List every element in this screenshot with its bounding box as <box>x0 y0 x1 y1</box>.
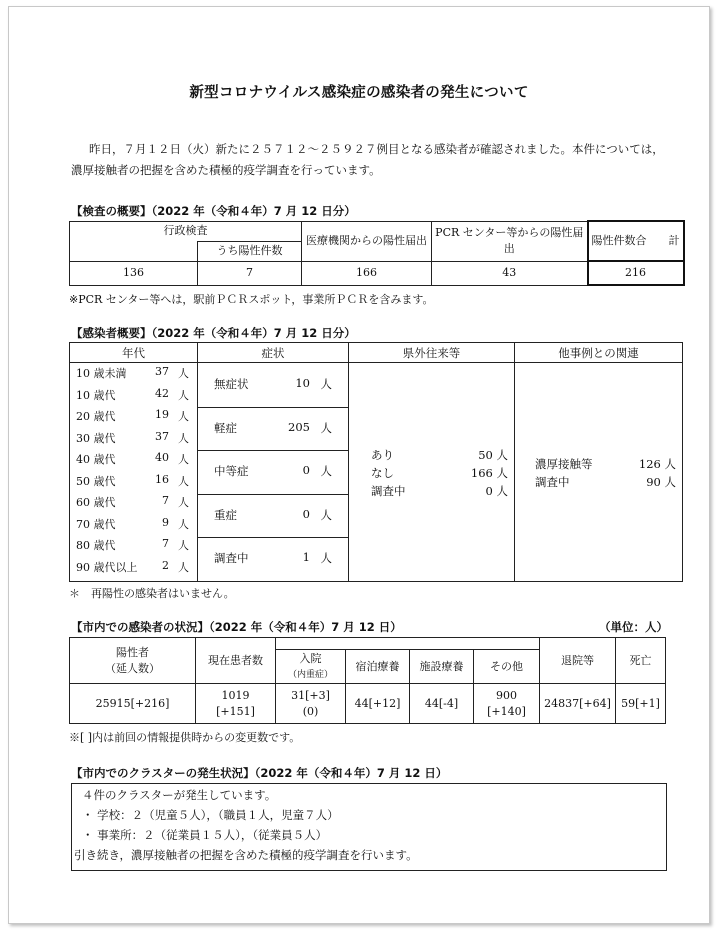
testing-note: ※PCR センター等へは，駅前ＰＣＲスポット，事業所ＰＣＲを含みます。 <box>69 293 434 306</box>
city-value-death: 59[+1] <box>616 684 666 724</box>
relation-label: 濃厚接触等 <box>535 457 593 471</box>
age-label: 50 歳代 <box>76 474 116 488</box>
cluster-box <box>71 783 667 871</box>
symptom-row <box>198 376 348 394</box>
testing-value-medical: 166 <box>302 261 432 285</box>
relation-row <box>515 474 682 492</box>
age-count: 7 <box>162 537 169 550</box>
age-unit: 人 <box>178 517 189 531</box>
symptom-row <box>198 420 348 438</box>
cluster-line: ４件のクラスターが発生しています。 <box>82 788 277 802</box>
relation-count: 90 人 <box>646 475 676 489</box>
age-row <box>70 537 197 555</box>
symptom-label: 中等症 <box>214 464 249 479</box>
age-row <box>70 473 197 491</box>
city-value-hospital: 31[+3] (0) <box>276 684 346 724</box>
age-row <box>70 451 197 469</box>
symptom-count: 1 <box>302 550 310 565</box>
testing-header-pcr: PCR センター等からの陽性届出 <box>432 221 588 261</box>
city-header-hotel: 宿泊療養 <box>346 650 410 684</box>
age-count: 7 <box>162 494 169 507</box>
symptom-row <box>198 463 348 481</box>
symptom-unit: 人 <box>320 420 332 435</box>
cluster-heading: 【市内でのクラスターの発生状況】（2022 年（令和４年）7 月 12 日） <box>71 766 448 780</box>
travel-row <box>349 447 514 465</box>
travel-label: 調査中 <box>371 484 406 498</box>
city-header-facility: 施設療養 <box>410 650 474 684</box>
travel-row <box>349 465 514 483</box>
age-unit: 人 <box>178 388 189 402</box>
infected-heading: 【感染者概要】（2022 年（令和４年）7 月 12 日分） <box>71 326 356 340</box>
city-unit: （単位：人） <box>599 620 668 634</box>
infected-header-relation: 他事例との関連 <box>558 346 639 360</box>
relation-label: 調査中 <box>535 475 570 489</box>
age-row <box>70 494 197 512</box>
age-count: 37 <box>155 365 169 378</box>
city-note: ※[ ]内は前回の情報提供時からの変更数です。 <box>69 731 301 744</box>
cluster-line: ・ 事業所：２（従業員１５人），（従業員５人） <box>82 828 328 842</box>
symptom-count: 0 <box>302 463 310 478</box>
travel-count: 50 人 <box>478 448 508 462</box>
age-row <box>70 430 197 448</box>
age-unit: 人 <box>178 496 189 509</box>
symptom-label: 重症 <box>214 507 237 522</box>
age-label: 70 歳代 <box>76 517 116 531</box>
age-count: 37 <box>155 429 169 443</box>
age-unit: 人 <box>178 539 189 552</box>
symptom-row <box>198 550 348 568</box>
age-label: 60 歳代 <box>76 496 116 509</box>
city-header-positive: 陽性者 （延人数） <box>70 638 196 684</box>
symptom-row <box>198 507 348 525</box>
testing-value-total: 216 <box>588 261 684 285</box>
intro-paragraph: 昨日，７月１２日（火）新たに２５７１２～２５９２７例目となる感染者が確認されました。本件については，濃厚接触者の把握を含めた積極的疫学調査を行っています。 <box>71 142 664 177</box>
testing-value-admin: 136 <box>70 261 198 285</box>
testing-header-admin: 行政検査 <box>70 221 302 241</box>
travel-count: 166 人 <box>470 466 508 480</box>
city-value-hotel: 44[+12] <box>346 684 410 724</box>
infected-table <box>69 342 683 582</box>
symptom-label: 軽症 <box>214 420 237 435</box>
age-count: 9 <box>162 515 169 529</box>
age-row <box>70 365 197 383</box>
age-count: 42 <box>155 386 169 400</box>
symptom-count: 10 <box>295 376 310 390</box>
city-table <box>69 637 666 724</box>
age-label: 10 歳未満 <box>76 367 127 380</box>
testing-value-admin-positive: 7 <box>198 261 302 285</box>
age-unit: 人 <box>178 410 189 423</box>
city-header-current: 現在患者数 <box>196 638 276 684</box>
age-count: 16 <box>155 472 169 486</box>
age-row <box>70 559 197 577</box>
relation-row <box>515 456 682 474</box>
cluster-line: ・ 学校：２（児童５人），（職員１人，児童７人） <box>82 808 339 822</box>
symptom-unit: 人 <box>320 551 332 566</box>
age-row <box>70 516 197 534</box>
age-row <box>70 408 197 426</box>
travel-row <box>349 483 514 501</box>
infected-header-age: 年代 <box>122 346 145 360</box>
age-unit: 人 <box>178 431 189 445</box>
travel-label: あり <box>371 448 394 462</box>
travel-label: なし <box>371 466 394 480</box>
testing-header-total: 陽性件数合 計 <box>588 221 684 261</box>
age-unit: 人 <box>178 453 189 466</box>
relation-count: 126 人 <box>638 457 676 471</box>
testing-heading: 【検査の概要】（2022 年（令和４年）7 月 12 日分） <box>71 204 356 218</box>
symptom-count: 205 <box>288 419 310 434</box>
age-row <box>70 387 197 405</box>
page-title: 新型コロナウイルス感染症の感染者の発生について <box>189 85 529 101</box>
symptom-unit: 人 <box>320 377 332 391</box>
city-value-current: 1019 [+151] <box>196 684 276 724</box>
age-label: 30 歳代 <box>76 431 116 445</box>
age-label: 20 歳代 <box>76 410 116 423</box>
symptom-label: 調査中 <box>214 551 249 566</box>
age-unit: 人 <box>178 560 189 574</box>
cluster-line: 引き続き，濃厚接触者の把握を含めた積極的疫学調査を行います。 <box>74 848 418 862</box>
infected-header-symptom: 症状 <box>261 346 285 360</box>
city-header-death: 死亡 <box>616 638 666 684</box>
testing-value-pcr: 43 <box>432 261 588 285</box>
city-header-other: その他 <box>474 650 540 684</box>
city-value-other: 900 [+140] <box>474 684 540 724</box>
age-unit: 人 <box>178 367 189 380</box>
age-count: 19 <box>155 408 169 421</box>
testing-header-admin-positive: うち陽性件数 <box>198 241 302 261</box>
infected-header-travel: 県外往来等 <box>402 346 461 360</box>
city-value-discharged: 24837[+64] <box>540 684 616 724</box>
city-header-discharged: 退院等 <box>540 638 616 684</box>
document-page <box>8 6 710 924</box>
age-label: 10 歳代 <box>76 388 116 402</box>
city-value-facility: 44[-4] <box>410 684 474 724</box>
age-unit: 人 <box>178 474 189 488</box>
symptom-count: 0 <box>302 506 310 521</box>
travel-count: 0 人 <box>485 484 508 498</box>
age-label: 80 歳代 <box>76 539 116 552</box>
city-heading: 【市内での感染者の状況】（2022 年（令和４年）7 月 12 日） <box>71 620 402 634</box>
symptom-unit: 人 <box>320 507 332 522</box>
age-label: 90 歳代以上 <box>76 560 138 574</box>
age-count: 40 <box>155 451 169 464</box>
infected-note: ＊ 再陽性の感染者はいません。 <box>69 587 235 600</box>
symptom-label: 無症状 <box>214 377 249 391</box>
symptom-unit: 人 <box>320 464 332 479</box>
city-header-hospital: 入院 （内重症） <box>276 650 346 684</box>
testing-header-medical: 医療機関からの陽性届出 <box>302 221 432 261</box>
age-count: 2 <box>162 558 169 572</box>
testing-table <box>69 220 685 286</box>
age-label: 40 歳代 <box>76 453 116 466</box>
city-value-positive: 25915[+216] <box>70 684 196 724</box>
